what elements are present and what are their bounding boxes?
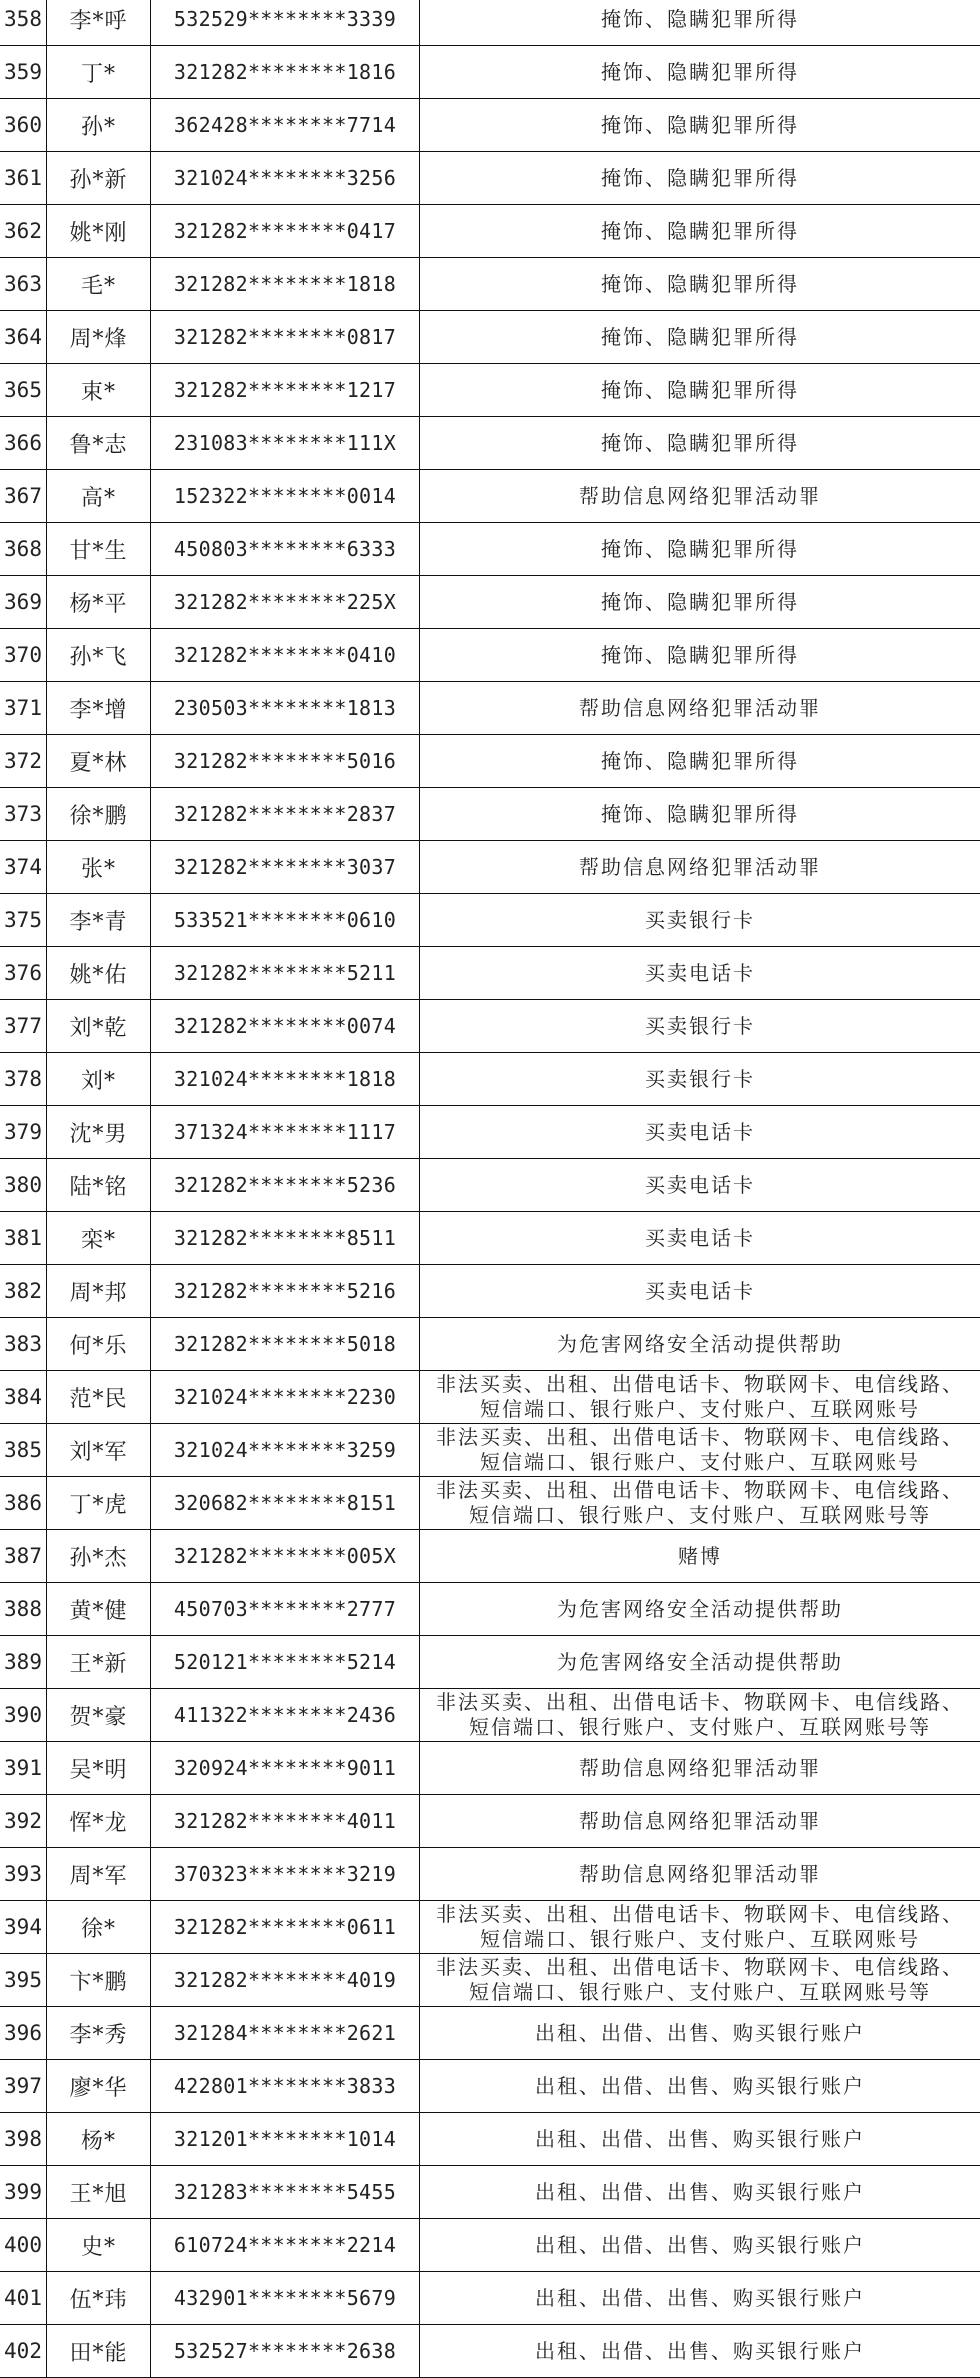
id-number-cell: 411322********2436: [151, 1689, 420, 1742]
name-cell: 杨*平: [47, 576, 151, 629]
row-number-cell: 402: [0, 2325, 47, 2378]
table-row: [0, 1265, 980, 1318]
charge-line: 出租、出借、出售、购买银行账户: [420, 2233, 980, 2258]
row-number-cell: 401: [0, 2272, 47, 2325]
charge-line: 短信端口、银行账户、支付账户、互联网账号: [420, 1397, 980, 1422]
name-cell: 吴*明: [47, 1742, 151, 1795]
table-row: [0, 2007, 980, 2060]
charge-cell: [420, 1371, 980, 1424]
table-row: [0, 1583, 980, 1636]
charge-line: 短信端口、银行账户、支付账户、互联网账号等: [420, 1503, 980, 1528]
charge-cell: [420, 1000, 980, 1053]
id-number-cell: 532529********3339: [151, 0, 420, 46]
name-cell: 沈*男: [47, 1106, 151, 1159]
name-cell: 黄*健: [47, 1583, 151, 1636]
row-number-cell: 360: [0, 99, 47, 152]
name-cell: 孙*杰: [47, 1530, 151, 1583]
id-number-cell: 321282********1217: [151, 364, 420, 417]
name-cell: 王*旭: [47, 2166, 151, 2219]
name-cell: 姚*刚: [47, 205, 151, 258]
charge-line: 掩饰、隐瞒犯罪所得: [420, 749, 980, 774]
id-number-cell: 230503********1813: [151, 682, 420, 735]
charge-line: 出租、出借、出售、购买银行账户: [420, 2127, 980, 2152]
id-number-cell: 321282********5236: [151, 1159, 420, 1212]
table-row: [0, 576, 980, 629]
name-cell: 田*能: [47, 2325, 151, 2378]
table-row: [0, 2219, 980, 2272]
charge-line: 为危害网络安全活动提供帮助: [420, 1597, 980, 1622]
charge-line: 为危害网络安全活动提供帮助: [420, 1332, 980, 1357]
id-number-cell: 422801********3833: [151, 2060, 420, 2113]
name-cell: 夏*林: [47, 735, 151, 788]
table-row: [0, 1742, 980, 1795]
table-row: [0, 1053, 980, 1106]
row-number-cell: 373: [0, 788, 47, 841]
table-row: [0, 1901, 980, 1954]
id-number-cell: 362428********7714: [151, 99, 420, 152]
charge-cell: [420, 2113, 980, 2166]
charge-line: 帮助信息网络犯罪活动罪: [420, 855, 980, 880]
row-number-cell: 399: [0, 2166, 47, 2219]
table-row: [0, 523, 980, 576]
row-number-cell: 395: [0, 1954, 47, 2007]
charge-cell: [420, 205, 980, 258]
row-number-cell: 400: [0, 2219, 47, 2272]
row-number-cell: 363: [0, 258, 47, 311]
name-cell: 周*邦: [47, 1265, 151, 1318]
id-number-cell: 610724********2214: [151, 2219, 420, 2272]
table-row: [0, 152, 980, 205]
id-number-cell: 321283********5455: [151, 2166, 420, 2219]
table-row: [0, 0, 980, 46]
charge-cell: [420, 841, 980, 894]
charge-line: 买卖电话卡: [420, 1226, 980, 1251]
id-number-cell: 320924********9011: [151, 1742, 420, 1795]
id-number-cell: 152322********0014: [151, 470, 420, 523]
name-cell: 李*增: [47, 682, 151, 735]
charge-line: 帮助信息网络犯罪活动罪: [420, 484, 980, 509]
id-number-cell: 321282********1816: [151, 46, 420, 99]
charge-line: 掩饰、隐瞒犯罪所得: [420, 590, 980, 615]
charge-cell: [420, 788, 980, 841]
id-number-cell: 320682********8151: [151, 1477, 420, 1530]
name-cell: 周*烽: [47, 311, 151, 364]
charge-cell: [420, 2060, 980, 2113]
row-number-cell: 397: [0, 2060, 47, 2113]
name-cell: 甘*生: [47, 523, 151, 576]
charge-line: 短信端口、银行账户、支付账户、互联网账号等: [420, 1715, 980, 1740]
id-number-cell: 370323********3219: [151, 1848, 420, 1901]
table-row: [0, 2060, 980, 2113]
name-cell: 丁*虎: [47, 1477, 151, 1530]
table-row: [0, 2113, 980, 2166]
charge-line: 非法买卖、出租、出借电话卡、物联网卡、电信线路、: [420, 1478, 980, 1503]
row-number-cell: 359: [0, 46, 47, 99]
charge-line: 掩饰、隐瞒犯罪所得: [420, 325, 980, 350]
charge-line: 出租、出借、出售、购买银行账户: [420, 2180, 980, 2205]
id-number-cell: 321024********1818: [151, 1053, 420, 1106]
id-number-cell: 321282********0074: [151, 1000, 420, 1053]
table-row: [0, 682, 980, 735]
charge-line: 掩饰、隐瞒犯罪所得: [420, 802, 980, 827]
charge-line: 掩饰、隐瞒犯罪所得: [420, 272, 980, 297]
row-number-cell: 375: [0, 894, 47, 947]
charge-line: 出租、出借、出售、购买银行账户: [420, 2074, 980, 2099]
name-cell: 周*军: [47, 1848, 151, 1901]
row-number-cell: 383: [0, 1318, 47, 1371]
charge-cell: [420, 152, 980, 205]
id-number-cell: 450703********2777: [151, 1583, 420, 1636]
row-number-cell: 388: [0, 1583, 47, 1636]
name-cell: 束*: [47, 364, 151, 417]
table-row: [0, 417, 980, 470]
name-cell: 丁*: [47, 46, 151, 99]
table-row: [0, 1371, 980, 1424]
table-row: [0, 1159, 980, 1212]
row-number-cell: 390: [0, 1689, 47, 1742]
id-number-cell: 532527********2638: [151, 2325, 420, 2378]
charge-cell: [420, 1424, 980, 1477]
charge-line: 非法买卖、出租、出借电话卡、物联网卡、电信线路、: [420, 1902, 980, 1927]
charge-cell: [420, 1212, 980, 1265]
row-number-cell: 380: [0, 1159, 47, 1212]
charge-cell: [420, 947, 980, 1000]
id-number-cell: 321282********2837: [151, 788, 420, 841]
name-cell: 刘*: [47, 1053, 151, 1106]
row-number-cell: 393: [0, 1848, 47, 1901]
id-number-cell: 321282********0417: [151, 205, 420, 258]
charge-line: 短信端口、银行账户、支付账户、互联网账号等: [420, 1980, 980, 2005]
table-row: [0, 1424, 980, 1477]
charge-cell: [420, 576, 980, 629]
charge-cell: [420, 1689, 980, 1742]
row-number-cell: 379: [0, 1106, 47, 1159]
charge-line: 出租、出借、出售、购买银行账户: [420, 2339, 980, 2364]
charge-cell: [420, 0, 980, 46]
id-number-cell: 533521********0610: [151, 894, 420, 947]
name-cell: 姚*佑: [47, 947, 151, 1000]
row-number-cell: 389: [0, 1636, 47, 1689]
id-number-cell: 321024********3256: [151, 152, 420, 205]
row-number-cell: 387: [0, 1530, 47, 1583]
id-number-cell: 321282********5016: [151, 735, 420, 788]
table-row: [0, 1212, 980, 1265]
name-cell: 栾*: [47, 1212, 151, 1265]
charge-cell: [420, 1636, 980, 1689]
charge-line: 买卖银行卡: [420, 1014, 980, 1039]
name-cell: 徐*: [47, 1901, 151, 1954]
charge-cell: [420, 46, 980, 99]
id-number-cell: 371324********1117: [151, 1106, 420, 1159]
charge-cell: [420, 2325, 980, 2378]
row-number-cell: 362: [0, 205, 47, 258]
name-cell: 刘*军: [47, 1424, 151, 1477]
table-row: [0, 2166, 980, 2219]
charge-cell: [420, 258, 980, 311]
name-cell: 孙*飞: [47, 629, 151, 682]
charge-line: 非法买卖、出租、出借电话卡、物联网卡、电信线路、: [420, 1955, 980, 1980]
table-row: [0, 894, 980, 947]
id-number-cell: 321282********5211: [151, 947, 420, 1000]
id-number-cell: 321282********1818: [151, 258, 420, 311]
charge-line: 短信端口、银行账户、支付账户、互联网账号: [420, 1927, 980, 1952]
row-number-cell: 384: [0, 1371, 47, 1424]
table-row: [0, 1318, 980, 1371]
row-number-cell: 394: [0, 1901, 47, 1954]
name-cell: 何*乐: [47, 1318, 151, 1371]
charge-cell: [420, 735, 980, 788]
table-row: [0, 1689, 980, 1742]
charge-cell: [420, 629, 980, 682]
table-row: [0, 364, 980, 417]
charge-cell: [420, 364, 980, 417]
table-row: [0, 735, 980, 788]
row-number-cell: 374: [0, 841, 47, 894]
name-cell: 卞*鹏: [47, 1954, 151, 2007]
table-row: [0, 2272, 980, 2325]
charge-cell: [420, 2272, 980, 2325]
charge-line: 掩饰、隐瞒犯罪所得: [420, 378, 980, 403]
charge-line: 出租、出借、出售、购买银行账户: [420, 2021, 980, 2046]
charge-cell: [420, 1053, 980, 1106]
table-row: [0, 1477, 980, 1530]
row-number-cell: 364: [0, 311, 47, 364]
charge-cell: [420, 682, 980, 735]
name-cell: 李*秀: [47, 2007, 151, 2060]
charge-line: 帮助信息网络犯罪活动罪: [420, 1756, 980, 1781]
id-number-cell: 321282********8511: [151, 1212, 420, 1265]
name-cell: 恽*龙: [47, 1795, 151, 1848]
name-cell: 贺*豪: [47, 1689, 151, 1742]
row-number-cell: 367: [0, 470, 47, 523]
id-number-cell: 321282********3037: [151, 841, 420, 894]
table-row: [0, 311, 980, 364]
name-cell: 史*: [47, 2219, 151, 2272]
charge-line: 掩饰、隐瞒犯罪所得: [420, 537, 980, 562]
row-number-cell: 386: [0, 1477, 47, 1530]
charge-cell: [420, 99, 980, 152]
charge-line: 为危害网络安全活动提供帮助: [420, 1650, 980, 1675]
charge-line: 掩饰、隐瞒犯罪所得: [420, 166, 980, 191]
name-cell: 廖*华: [47, 2060, 151, 2113]
charge-cell: [420, 311, 980, 364]
charge-line: 买卖银行卡: [420, 908, 980, 933]
id-number-cell: 432901********5679: [151, 2272, 420, 2325]
table-row: [0, 1848, 980, 1901]
charge-cell: [420, 470, 980, 523]
row-number-cell: 358: [0, 0, 47, 46]
charge-line: 短信端口、银行账户、支付账户、互联网账号: [420, 1450, 980, 1475]
id-number-cell: 231083********111X: [151, 417, 420, 470]
charge-cell: [420, 1901, 980, 1954]
row-number-cell: 370: [0, 629, 47, 682]
name-cell: 李*呼: [47, 0, 151, 46]
row-number-cell: 378: [0, 1053, 47, 1106]
name-cell: 孙*新: [47, 152, 151, 205]
charge-cell: [420, 1530, 980, 1583]
charge-line: 帮助信息网络犯罪活动罪: [420, 1809, 980, 1834]
charge-cell: [420, 2166, 980, 2219]
row-number-cell: 381: [0, 1212, 47, 1265]
id-number-cell: 321282********4011: [151, 1795, 420, 1848]
table-row: [0, 1000, 980, 1053]
table-row: [0, 1530, 980, 1583]
charge-cell: [420, 1318, 980, 1371]
name-cell: 孙*: [47, 99, 151, 152]
charge-line: 帮助信息网络犯罪活动罪: [420, 1862, 980, 1887]
table-row: [0, 841, 980, 894]
row-number-cell: 371: [0, 682, 47, 735]
name-cell: 伍*玮: [47, 2272, 151, 2325]
charge-line: 买卖电话卡: [420, 1279, 980, 1304]
charge-line: 掩饰、隐瞒犯罪所得: [420, 7, 980, 32]
name-cell: 李*青: [47, 894, 151, 947]
id-number-cell: 321282********0410: [151, 629, 420, 682]
charge-line: 赌博: [420, 1544, 980, 1569]
charge-cell: [420, 1477, 980, 1530]
row-number-cell: 368: [0, 523, 47, 576]
charge-line: 买卖电话卡: [420, 1173, 980, 1198]
row-number-cell: 391: [0, 1742, 47, 1795]
charge-cell: [420, 1106, 980, 1159]
name-cell: 高*: [47, 470, 151, 523]
table-row: [0, 2325, 980, 2378]
name-cell: 刘*乾: [47, 1000, 151, 1053]
id-number-cell: 450803********6333: [151, 523, 420, 576]
name-cell: 王*新: [47, 1636, 151, 1689]
row-number-cell: 398: [0, 2113, 47, 2166]
id-number-cell: 321282********5216: [151, 1265, 420, 1318]
table-row: [0, 470, 980, 523]
id-number-cell: 321282********225X: [151, 576, 420, 629]
name-cell: 鲁*志: [47, 417, 151, 470]
charge-line: 掩饰、隐瞒犯罪所得: [420, 643, 980, 668]
table-row: [0, 1954, 980, 2007]
name-cell: 杨*: [47, 2113, 151, 2166]
charge-line: 非法买卖、出租、出借电话卡、物联网卡、电信线路、: [420, 1690, 980, 1715]
charge-line: 非法买卖、出租、出借电话卡、物联网卡、电信线路、: [420, 1372, 980, 1397]
table-row: [0, 258, 980, 311]
row-number-cell: 372: [0, 735, 47, 788]
charge-cell: [420, 894, 980, 947]
row-number-cell: 385: [0, 1424, 47, 1477]
name-cell: 张*: [47, 841, 151, 894]
charge-cell: [420, 1795, 980, 1848]
row-number-cell: 392: [0, 1795, 47, 1848]
id-number-cell: 321282********4019: [151, 1954, 420, 2007]
charge-cell: [420, 1954, 980, 2007]
row-number-cell: 396: [0, 2007, 47, 2060]
charge-line: 掩饰、隐瞒犯罪所得: [420, 113, 980, 138]
row-number-cell: 382: [0, 1265, 47, 1318]
id-number-cell: 321201********1014: [151, 2113, 420, 2166]
charge-line: 出租、出借、出售、购买银行账户: [420, 2286, 980, 2311]
id-number-cell: 321282********005X: [151, 1530, 420, 1583]
charge-line: 掩饰、隐瞒犯罪所得: [420, 431, 980, 456]
charge-cell: [420, 1742, 980, 1795]
id-number-cell: 321284********2621: [151, 2007, 420, 2060]
name-cell: 范*民: [47, 1371, 151, 1424]
charge-line: 买卖电话卡: [420, 961, 980, 986]
charge-line: 非法买卖、出租、出借电话卡、物联网卡、电信线路、: [420, 1425, 980, 1450]
name-cell: 毛*: [47, 258, 151, 311]
row-number-cell: 366: [0, 417, 47, 470]
id-number-cell: 321282********5018: [151, 1318, 420, 1371]
row-number-cell: 376: [0, 947, 47, 1000]
table-row: [0, 46, 980, 99]
charge-cell: [420, 2219, 980, 2272]
table-row: [0, 1795, 980, 1848]
charge-cell: [420, 1265, 980, 1318]
table-row: [0, 1636, 980, 1689]
table-row: [0, 629, 980, 682]
row-number-cell: 377: [0, 1000, 47, 1053]
table-row: [0, 99, 980, 152]
charge-line: 买卖电话卡: [420, 1120, 980, 1145]
row-number-cell: 365: [0, 364, 47, 417]
charge-line: 掩饰、隐瞒犯罪所得: [420, 60, 980, 85]
id-number-cell: 520121********5214: [151, 1636, 420, 1689]
name-cell: 徐*鹏: [47, 788, 151, 841]
charge-cell: [420, 523, 980, 576]
table-row: [0, 205, 980, 258]
charge-cell: [420, 1848, 980, 1901]
charge-cell: [420, 2007, 980, 2060]
id-number-cell: 321282********0817: [151, 311, 420, 364]
id-number-cell: 321282********0611: [151, 1901, 420, 1954]
charge-cell: [420, 1159, 980, 1212]
table-row: [0, 788, 980, 841]
row-number-cell: 361: [0, 152, 47, 205]
id-number-cell: 321024********2230: [151, 1371, 420, 1424]
table-row: [0, 1106, 980, 1159]
charge-line: 掩饰、隐瞒犯罪所得: [420, 219, 980, 244]
table-row: [0, 947, 980, 1000]
charge-cell: [420, 417, 980, 470]
charge-line: 买卖银行卡: [420, 1067, 980, 1092]
id-number-cell: 321024********3259: [151, 1424, 420, 1477]
name-cell: 陆*铭: [47, 1159, 151, 1212]
charge-cell: [420, 1583, 980, 1636]
charge-line: 帮助信息网络犯罪活动罪: [420, 696, 980, 721]
row-number-cell: 369: [0, 576, 47, 629]
